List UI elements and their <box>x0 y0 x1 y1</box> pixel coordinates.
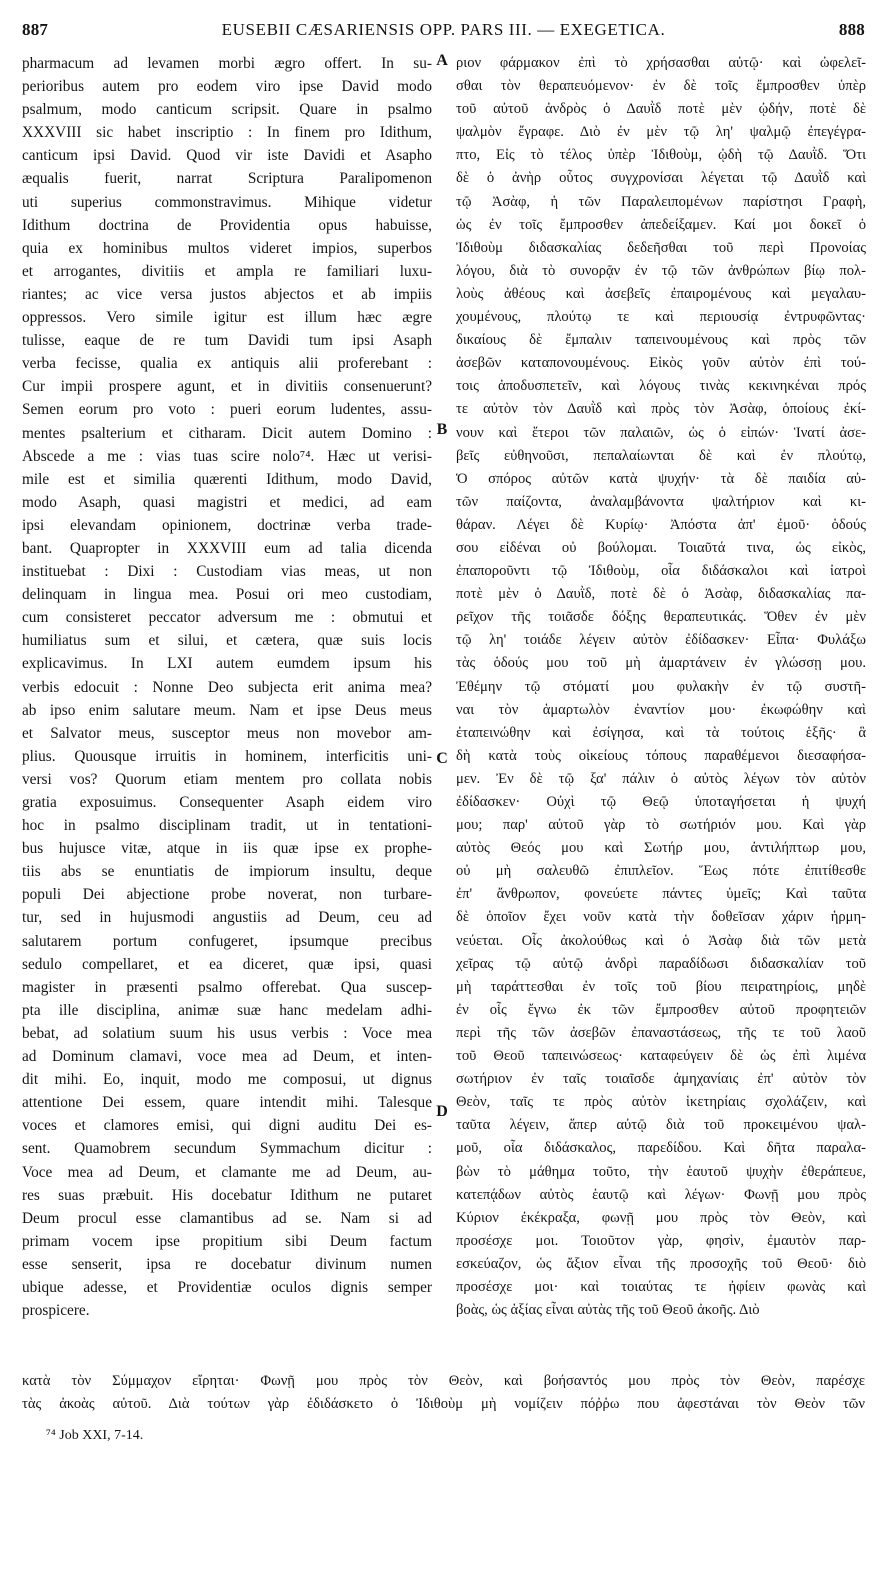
greek-text-line: πτο, Εἰς τὸ τέλος ὑπὲρ Ἰδιθοὺμ, ᾠδὴ τῷ Δαυῒδ. Ὅτι <box>456 147 866 164</box>
greek-text-line: νεύεται. Οἷς ἀκολούθως καὶ ὁ Ἀσὰφ διὰ τῶν μετὰ <box>456 932 866 949</box>
latin-text-line: salutarem portum confugeret, ipsumque precibus <box>22 932 432 950</box>
latin-text-line: psalmum, modo canticum scripsit. Quare in psalmo <box>22 101 432 119</box>
greek-text-line: χεῖρας τῷ αὐτῷ ἀνδρὶ παραδίδωσι διδασκαλίαν τοῦ <box>456 955 866 972</box>
page-number-left: 887 <box>22 20 49 39</box>
greek-text-line: λοὺς ἀθέους καὶ ἀσεβεῖς ἐπαιρομένους καὶ μεγαλαυ- <box>456 285 866 302</box>
greek-text-line: μεν. Ἐν δὲ τῷ ξα' πάλιν ὁ αὐτὸς λέγων τὸν αὐτὸν <box>456 770 866 787</box>
latin-text-line: cum consisteret peccator adversum me : obmutui et <box>22 609 432 627</box>
greek-text-line: τοῦ Θεοῦ ταπεινώσεως· καταφεύγειν δὲ ὡς ἐπὶ λιμένα <box>456 1048 866 1065</box>
greek-text-line: μὴ ταράττεσθαι ἐν τοῖς τοῦ βίου πειρατηρίοις, μηδὲ <box>456 978 866 995</box>
latin-text-line: ubique adesse, et Providentiæ oculos dignis semper <box>22 1278 432 1296</box>
full-width-greek-text <box>22 1370 865 1416</box>
greek-text-line: τοῦ αὐτοῦ ἀνδρὸς ὁ Δαυῒδ ποτὲ μὲν ᾠδήν, ποτὲ δὲ <box>456 101 866 118</box>
greek-text-line: ἐδίδασκεν· Οὐχὶ τῷ Θεῷ ὑποταγήσεται ἡ ψυχή <box>456 794 866 810</box>
greek-text-line: μοῦ, οἷα διδάσκαλος, παρεδίδου. Καὶ δῆτα παραλα- <box>456 1140 866 1157</box>
greek-text-line: Ἰδιθοὺμ διδασκαλίας δεδεῆσθαι τοῦ περὶ Προνοίας <box>456 239 866 256</box>
latin-text-line: uti superius commonstravimus. Mihique videtur <box>22 193 432 211</box>
latin-column <box>22 52 432 1322</box>
latin-text-line: verbis edocuit : Nonne Deo subjecta erit anima mea? <box>22 678 432 696</box>
greek-text-line: δὲ ὁ ἀνὴρ οὗτος συγχρονίσαι λέγεται τῷ Δαυῒδ καὶ <box>456 170 866 187</box>
margin-letter-b: B <box>436 421 448 438</box>
latin-text-line: esse senserit, ipsa re docebatur divinum numen <box>22 1255 432 1273</box>
greek-text-line: θάραν. Λέγει δὲ Κυρίῳ· Ἀπόστα ἀπ' ἐμοῦ· ὁδούς <box>456 516 866 533</box>
greek-text-line: Ἐθέμην τῷ στόματί μου φυλακὴν ἐν τῷ συστῆ- <box>456 678 866 695</box>
greek-text-line: ἐπ' ἄνθρωπον, φονεύετε πάντες ὑμεῖς; Καὶ ταῦτα <box>456 886 866 903</box>
page-number-right: 888 <box>838 20 865 39</box>
latin-text-line: delinquam in lingua mea. Posui ori meo custodiam, <box>22 586 432 604</box>
latin-text-line: oppressos. Vero simile igitur est illum hæc ægre <box>22 309 432 327</box>
greek-text-line: ριον φάρμακον ἐπὶ τὸ χρήσασθαι αὐτῷ· καὶ ὠφελεῖ- <box>456 55 866 71</box>
bottom-text-line: τὰς ἀκοὰς αὐτοῦ. Διὰ τούτων γὰρ ἐδιδάσκετο ὁ Ἰδιθοὺμ μὴ νομίζειν πόῤῥω που ἀφεστάναι τὸν Θεὸν τῶν <box>22 1396 865 1413</box>
greek-text-line: σθαι τὸν θεραπευόμενον· ἐν δὲ τοῖς ἔμπροσθεν ὑπὲρ <box>456 78 866 95</box>
greek-text-line: μου; παρ' αὐτοῦ γὰρ τὸ σωτήριόν μου. Καὶ γὰρ <box>456 817 866 834</box>
latin-text-line: æqualis fuerit, narrat Scriptura Paralipomenon <box>22 170 432 188</box>
latin-text-line: instituebat : Dixi : Custodiam vias meas, ut non <box>22 563 432 581</box>
latin-text-line: mentes psalterium et citharam. Dicit autem Domino : <box>22 424 432 442</box>
latin-text-line: explicavimus. In LXI autem eumdem ipsum his <box>22 655 432 673</box>
latin-text-line: verba fecisse, qualia ex antiquis alii proferebant : <box>22 355 432 373</box>
greek-text-line: ποτὲ μὲν ὁ Δαυῒδ, ποτὲ δὲ ὁ Ἀσὰφ, διδασκαλίας πα- <box>456 586 866 603</box>
latin-text-line: ab ipso enim salutare meum. Nam et ipse Deus meus <box>22 701 432 719</box>
latin-text-line: pta ille disciplina, animæ suæ hanc medelam adhi- <box>22 1001 432 1019</box>
latin-text-line: versi vos? Quorum etiam mentem pro collata nobis <box>22 770 432 788</box>
margin-letter-a: A <box>436 52 448 69</box>
greek-text-line: αὐτὸς Θεός μου καὶ Σωτήρ μου, ἀντιλήπτωρ μου, <box>456 840 866 857</box>
latin-text-line: res suas præbuit. His docebatur Idithum ne putaret <box>22 1186 432 1204</box>
latin-text-line: Deum procul esse clamantibus ad se. Nam si ad <box>22 1209 432 1227</box>
latin-text-line: perioribus autem pro eodem viro ipse David modo <box>22 78 432 96</box>
greek-text-line: προσέσχε μοι. Τοιοῦτον γὰρ, φησὶν, ἐμαυτὸν παρ- <box>456 1232 866 1249</box>
latin-text-line: prospicere. <box>22 1302 90 1320</box>
latin-text-line: voces et clamores emisi, qui digni auditu Dei es- <box>22 1117 432 1135</box>
latin-text-line: Semen eorum pro voto : pueri eorum ludentes, assu- <box>22 401 432 419</box>
greek-text-line: τε αὐτὸν τὸν Δαυῒδ καὶ πρὸς τὸν Ἀσὰφ, ὁποίους ἐκί- <box>456 401 866 418</box>
latin-text-line: mile est et similia quærenti Idithum, modo David, <box>22 470 432 488</box>
greek-text-line: ὡς ἐν τοῖς ἔμπροσθεν ἀπεδείξαμεν. Καί μοι δοκεῖ ὁ <box>456 216 866 233</box>
greek-text-line: δὲ ὁποῖον ἔχει νοῦν κατὰ τὴν δοθεῖσαν χάριν ἡρμη- <box>456 909 866 926</box>
greek-text-line: βεῖς εὐθηνοῦσι, πεπαλαίωνται δὲ καὶ ἐν πλούτῳ, <box>456 447 866 464</box>
greek-text-line: περὶ τῆς τῶν ἀσεβῶν ἐπαναστάσεως, τῆς τε τοῦ λαοῦ <box>456 1024 866 1041</box>
greek-text-line: τὰς ὁδούς μου τοῦ μὴ ἁμαρτάνειν ἐν γλώσσῃ μου. <box>456 655 866 672</box>
greek-text-line: σου εἰδέναι οὐ βούλομαι. Τοιαῦτά τινα, ὡς εἰκὸς, <box>456 539 866 556</box>
greek-text-line: ἐν οἷς ἔγνω ἐκ τῶν ἔμπροσθεν αὐτοῦ προφητειῶν <box>456 1001 866 1018</box>
greek-text-line: βοὰς, ὡς ἀξίας εἶναι αὐτὰς τῆς τοῦ Θεοῦ ἀκοῆς. Διὸ <box>456 1302 760 1319</box>
greek-text-line: Θεὸν, ταῖς τε πρὸς αὐτὸν ἱκετηρίαις σχολάζειν, καὶ <box>456 1094 866 1111</box>
latin-text-line: primam vocem ipse propitium sibi Deum factum <box>22 1232 432 1250</box>
running-title: EUSEBII CÆSARIENSIS OPP. PARS III. — EXEGETICA. <box>221 20 666 39</box>
latin-text-line: humiliatus sum et silui, et cætera, quæ suis locis <box>22 632 432 650</box>
greek-text-line: λόγου, διὰ τὸ συνορᾷν ἐν τῷ τῶν ἀνθρώπων βίῳ πολ- <box>456 262 866 279</box>
greek-text-line: κατεπᾴδων αὐτὸς ἑαυτῷ καὶ λέγων· Φωνῇ μου πρὸς <box>456 1186 866 1203</box>
latin-text-line: sedulo compellaret, et ea diceret, quæ ipsi, quasi <box>22 955 432 973</box>
latin-text-line: et arrogantes, divitiis et ampla re familiari luxu- <box>22 262 432 280</box>
latin-text-line: bus hujusce vitæ, atque in iis quæ ipse ex prophe- <box>22 840 432 858</box>
latin-text-line: magister in præsenti psalmo offerebat. Qua suscep- <box>22 978 432 996</box>
greek-text-line: ψαλμὸν ἔγραφε. Διὸ ἐν μὲν τῷ λη' ψαλμῷ ἐπεγέγρα- <box>456 124 866 141</box>
bottom-text-line: κατὰ τὸν Σύμμαχον εἴρηται· Φωνῇ μου πρὸς τὸν Θεὸν, καὶ βοήσαντός μου πρὸς τὸν Θεὸν, παρέσχε <box>22 1373 865 1389</box>
latin-text-line: Voce mea ad Deum, et clamante me ad Deum, au- <box>22 1163 432 1181</box>
latin-text-line: tur, sed in hujusmodi angustiis ad Deum, ceu ad <box>22 909 432 927</box>
greek-text-line: τῷ Ἀσὰφ, ἡ τῶν Παραλειπομένων παρίστησι Γραφὴ, <box>456 193 866 210</box>
greek-text-line: χουμένους, πλούτῳ τε καὶ περιουσίᾳ ἐντρυφῶντας· <box>456 309 866 326</box>
greek-column <box>456 52 866 1322</box>
latin-text-line: hoc in psalmo disciplinam tradit, ut in tentationi- <box>22 817 432 835</box>
greek-text-line: ἀσεβῶν καταπονουμένους. Εἰκὸς γοῦν αὐτὸν ἐπὶ τού- <box>456 355 866 372</box>
greek-text-line: βὼν τὸ μάθημα τοῦτο, τὴν ἑαυτοῦ ψυχὴν ἐθεράπευε, <box>456 1163 866 1180</box>
greek-text-line: οὐ μὴ σαλευθῶ ἐπιπλεῖον. Ἕως πότε ἐπιτίθεσθε <box>456 863 866 880</box>
latin-text-line: Idithum doctrina de Providentia opus habuisse, <box>22 216 432 234</box>
latin-text-line: riantes; ac vice versa justos abjectos et ab impiis <box>22 285 432 303</box>
latin-text-line: attentione Dei essem, quare intendit mihi. Talesque <box>22 1094 432 1112</box>
margin-letter-c: C <box>436 750 448 767</box>
page-header <box>22 20 865 46</box>
greek-text-line: προσέσχε μοι· καὶ τοιαύτας τε ἠφίειν φωνὰς καὶ <box>456 1278 866 1295</box>
latin-text-line: Cur impii prospere agunt, et in divitiis consenuerunt? <box>22 378 432 396</box>
latin-text-line: et Salvator meus, susceptor meus non movebor am- <box>22 724 432 742</box>
latin-text-line: tulisse, eaque de re tum Davidi tum ipsi Asaph <box>22 332 432 350</box>
greek-text-line: δικαίους δὲ ἔμπαλιν ταπεινουμένους καὶ πρὸς τῶν <box>456 332 866 349</box>
footnote: ⁷⁴ Job XXI, 7-14. <box>46 1428 144 1443</box>
greek-text-line: ρεῖχον τῆς τοιᾶσδε δόξης θεραπευτικάς. Ὅθεν ἐν μὲν <box>456 609 866 626</box>
latin-text-line: dit mihi. Eo, inquit, modo me composui, ut dignus <box>22 1071 432 1089</box>
latin-text-line: quia ex hominibus multos videret impios, superbos <box>22 239 432 257</box>
greek-text-line: ταῦτα λέγειν, ἅπερ αὐτῷ διὰ τοῦ προκειμένου ψαλ- <box>456 1117 866 1134</box>
latin-text-line: bebat, ad solatium suum his usus verbis : Voce mea <box>22 1024 432 1042</box>
greek-text-line: ἐπαποροῦντι τῷ Ἰδιθοὺμ, οἷα διδάσκαλοι καὶ ἰατροὶ <box>456 563 866 580</box>
greek-text-line: τῷ λη' τοιάδε λέγειν αὐτὸν ἐδίδασκεν· Εἶπα· Φυλάξω <box>456 632 866 649</box>
latin-text-line: modo Asaph, quasi magistri et medici, ad eam <box>22 493 432 511</box>
greek-text-line: ἐταπεινώθην καὶ ἐσίγησα, καὶ τὰ τούτοις ἑξῆς· ἃ <box>456 724 866 741</box>
latin-text-line: pharmacum ad levamen morbi ægro offert. In su- <box>22 55 432 72</box>
latin-text-line: Abscede a me : vias tuas scire nolo⁷⁴. Hæc ut verisi- <box>22 447 432 465</box>
greek-text-line: ναι τὸν ἁμαρτωλὸν ἐναντίον μου· ἐκωφώθην καὶ <box>456 701 866 718</box>
latin-text-line: ad Dominum clamavi, voce mea ad Deum, et inten- <box>22 1048 432 1066</box>
latin-text-line: tiis abs se enuntiatis de impiorum insultu, deque <box>22 863 432 881</box>
greek-text-line: σωτήριον ἐν ταῖς τοιαῖσδε ἀμηχανίαις ἐπ' αὐτὸν τὸν <box>456 1071 866 1088</box>
latin-text-line: canticum ipsi David. Quod vir iste Davidi et Asapho <box>22 147 432 165</box>
greek-text-line: εσκεύαζον, ὡς ἄξιον εἶναι τῆς προσοχῆς τοῦ Θεοῦ· διὸ <box>456 1255 866 1272</box>
greek-text-line: Κύριον ἐκέκραξα, φωνῇ μου πρὸς τὸν Θεὸν, καὶ <box>456 1209 866 1226</box>
greek-text-line: νουν καὶ ἕτεροι τῶν παλαιῶν, ὡς ὁ εἰπών· Ἱνατί ἀσε- <box>456 424 866 441</box>
greek-text-line: τῶν παίζοντα, ἀναλαμβάνοντα ψαλτήριον καὶ κι- <box>456 493 866 510</box>
latin-text-line: bant. Quapropter in XXXVIII eum ad talia dicenda <box>22 539 432 557</box>
greek-text-line: δὴ κατὰ τοὺς οἰκείους τόπους παραθέμενοι διεσαφήσα- <box>456 747 866 764</box>
latin-text-line: ipsi elevandam opinionem, doctrinæ verba trade- <box>22 516 432 534</box>
latin-text-line: sent. Quamobrem secundum Symmachum dicitur : <box>22 1140 432 1158</box>
greek-text-line: Ὁ σπόρος αὐτῶν κατὰ ψυχήν· τὰ δὲ παιδία αὐ- <box>456 470 866 487</box>
latin-text-line: populi Dei abjectione probe noverat, non turbare- <box>22 886 432 904</box>
latin-text-line: gratia exposuimus. Consequenter Asaph eidem viro <box>22 794 432 811</box>
latin-text-line: plius. Quousque irruitis in hominem, interficitis uni- <box>22 747 432 765</box>
greek-text-line: τοις ἀποδυσπετεῖν, καὶ λόγους τινὰς κεκινηκέναι πρός <box>456 378 866 395</box>
margin-letter-d: D <box>436 1103 448 1120</box>
latin-text-line: XXXVIII sic habet inscriptio : In finem pro Idithum, <box>22 124 432 142</box>
